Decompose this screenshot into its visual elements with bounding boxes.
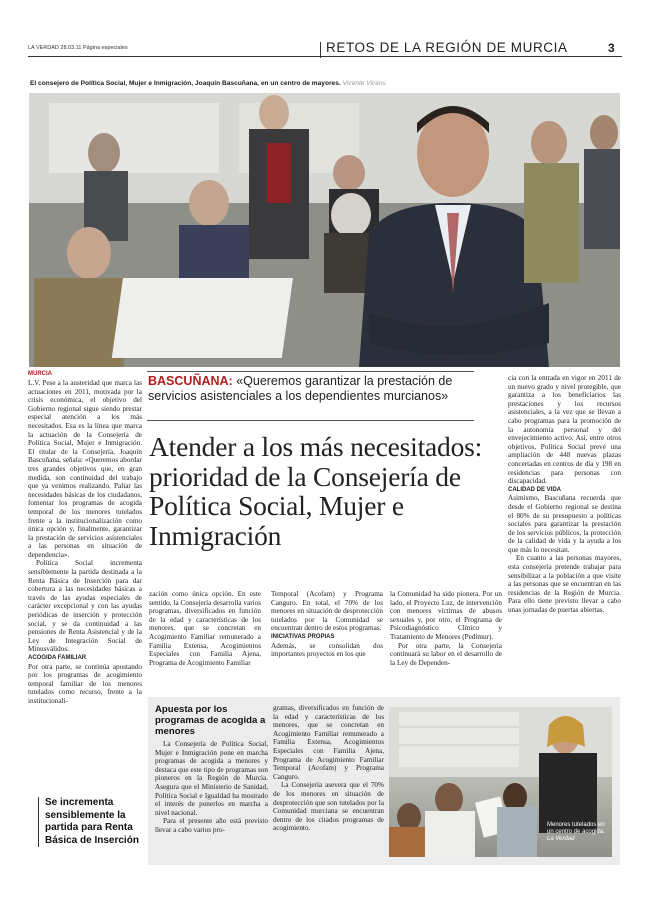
article-paragraph: Además, se consolidan dos importantes proyectos en los que xyxy=(271,641,383,659)
article-paragraph: Temporal (Acofam) y Programa Canguro. En total, el 70% de los menores en situación de desprotección tutelados por la Comunidad se encuentran dentro de estos programas. xyxy=(271,590,383,633)
main-photo-illustration xyxy=(29,93,620,367)
main-photo xyxy=(29,93,620,367)
sidebar-paragraph: gramas, diversificados en función de la edad y características de los menores, que se concretan en Acogimiento Familiar remunerado a Familia Extensa, Acogimientos Especiales con Familia Ajena, Programa de Acogimiento Familiar Temporal (Acofam) y Programa Canguro. xyxy=(273,704,384,781)
article-paragraph: Por otra parte, se continúa apostando por los programas de acogimiento temporal familiar de los menores tutelados como recurso, frente a la institucionali- xyxy=(28,662,142,705)
main-photo-credit: Vicente Vicéns xyxy=(342,80,386,87)
article-paragraph: L.V. Pese a la austeridad que marca las actuaciones en 2011, motivada por la crisis económica, el objetivo del Gobierno regional sigue siendo prestar especial atención a los más necesitados. Esa es la línea que marca la actuación de la Consejería de Política Social, Mujer e Inmigración. El titular de la Consejería, Joaquín Bascuñana, señala: «Queremos abordar tres grandes objetivos que, en gran medida, son continuidad del trabajo que ya venimos realizando. Paliar las necesidades básicas de los ciudadanos, fomentar los programas de acogida temporal de los menores tutelados frente a la institucionalización como única opción y, finalmente, garantizar la prestación de servicios asistenciales a las personas en situación de dependencia». xyxy=(28,379,142,559)
subhead-calidad: CALIDAD DE VIDA xyxy=(508,486,562,493)
article-column-4 xyxy=(390,590,502,667)
main-photo-caption xyxy=(30,80,620,87)
header-rule xyxy=(28,56,622,57)
sidebar-photo-caption-text: Menores tutelados en un centro de acogida. xyxy=(547,822,605,835)
article-paragraph: Por otra parte, la Consejería continuará su labor en el desarrollo de la Ley de Dependen- xyxy=(390,641,502,667)
side-deck: Se incrementa sensiblemente la partida para Renta Básica de Inserción xyxy=(38,797,160,847)
sidebar-box-column-1 xyxy=(155,740,268,835)
headline: Atender a los más necesitados: prioridad de la Consejería de Política Social, Mujer e Inmigración xyxy=(149,431,483,551)
sidebar-box-column-2 xyxy=(273,704,384,833)
article-column-5 xyxy=(508,374,621,615)
article-paragraph: la Comunidad ha sido pionera. Por un lado, el Proyecto Luz, de intervención con menores víctimas de abusos sexuales y, por otro, el Programa de Psicodiagnóstico Clínico y Tratamiento de Menores (Pedimur). xyxy=(390,590,502,641)
article-paragraph: En cuanto a las personas mayores, esta consejería pretende trabajar para sensibilizar a la población a que visite a las personas que se encuentran en las residencias de la Región de Murcia. Para ello tiene previsto llevar a cabo unas jornadas de puertas abiertas. xyxy=(508,554,621,615)
page-number: 3 xyxy=(608,41,615,55)
sidebar-paragraph: Para el presente año está previsto llevar a cabo varios pro- xyxy=(155,817,268,834)
article-column-1 xyxy=(28,379,142,706)
quote-rule-bottom xyxy=(147,420,474,421)
subhead-iniciativas: INICIATIVAS PROPIAS xyxy=(271,633,335,640)
kicker: MURCIA xyxy=(28,371,52,377)
sidebar-photo-caption xyxy=(547,822,609,843)
sidebar-box-title: Apuesta por los programas de acogida a menores xyxy=(155,704,266,737)
header-publication-info: LA VERDAD 28.03.11 Página especiales xyxy=(28,45,128,51)
article-paragraph: Asimismo, Bascuñana recuerda que desde el Gobierno regional se destina el 80% de su presupuesto a políticas sociales para garantizar la prestación de los servicios públicos, la protección de la calidad de vida y la ayuda a los que más lo necesitan. xyxy=(508,494,621,554)
main-photo-caption-text: El consejero de Política Social, Mujer e Inmigración, Joaquín Bascuñana, en un centro de mayores. xyxy=(30,80,341,87)
sidebar-photo-credit: La Verdad xyxy=(547,836,575,842)
pull-quote-text: «Queremos garantizar la prestación de servicios asistenciales a los dependientes murcianos» xyxy=(148,374,453,403)
article-column-2 xyxy=(149,590,261,667)
article-paragraph: Política Social incrementa sensiblemente la partida destinada a la Renta Básica de Inserción para dar cobertura a las necesidades básicas a través de las ayudas especiales de carácter excepcional y con las ayudas periódicas de inserción y protección social, y se da continuidad a las pensiones de Renta Asistencial y de la Ley de Integración Social de Minusválidos. xyxy=(28,559,142,654)
pull-quote xyxy=(148,374,478,404)
article-column-3 xyxy=(271,590,383,659)
quote-rule-top xyxy=(147,371,474,372)
article-paragraph: zación como única opción. En este sentido, la Consejería desarrolla varios programas, diversificados en función de la edad y características de los menores, que se concretan en Acogimiento Familiar remunerado a Familia Extensa, Acogimientos Especiales con Familia Ajena, Programa de Acogimiento Familiar xyxy=(149,590,261,667)
sidebar-paragraph: La Consejería de Política Social, Mujer e Inmigración pone en marcha programas de acogida a menores y destaca que este tipo de programas son pioneros en la Región de Murcia. Asegura que el Ministerio de Sanidad, Política Social e Igualdad ha mostrado el interés de ponerlos en marcha a nivel nacional. xyxy=(155,740,268,817)
subhead-acogida: ACOGIDA FAMILIAR xyxy=(28,655,87,661)
article-paragraph: cia con la entrada en vigor en 2011 de un nuevo grado y nivel protegible, que garantiza a los beneficiarios las prestaciones y los recursos asistenciales, a la vez que se llevan a cabo programas para la promoción de la autonomía personal y del envejecimiento activo. Así, entre otros objetivos, Política Social prevé una ampliación de 448 nuevas plazas concertadas en centros de día y 198 en residencias para personas con discapacidad. xyxy=(508,374,621,486)
pull-quote-speaker: BASCUÑANA: xyxy=(148,374,233,388)
sidebar-paragraph: La Consejería asevera que el 70% de los menores en situación de desprotección que son tutelados por la Comunidad murciana se encuentran dentro de los citados programas de acogimiento. xyxy=(273,781,384,833)
section-title: RETOS DE LA REGIÓN DE MURCIA xyxy=(326,40,568,55)
